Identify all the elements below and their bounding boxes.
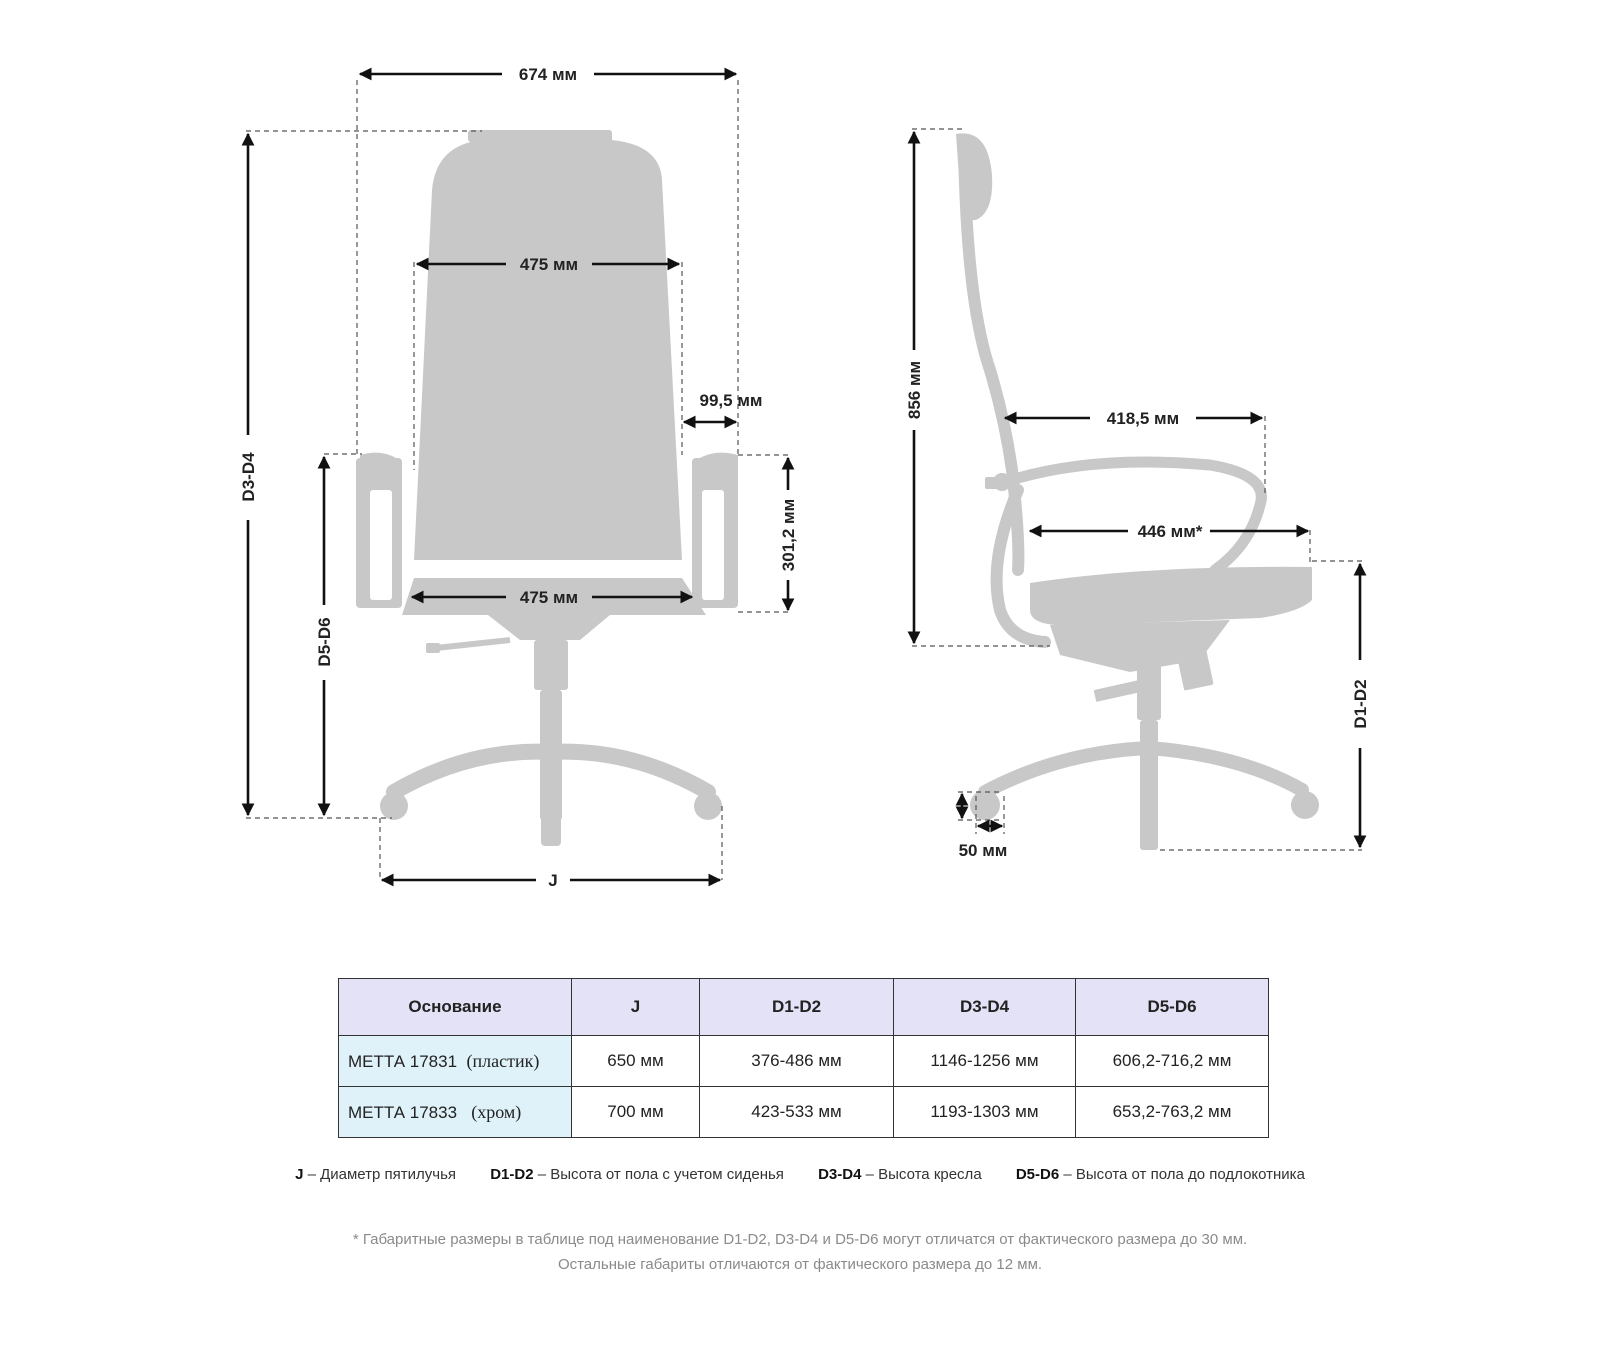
cell-material: (хром) xyxy=(471,1101,522,1122)
label-backrest-width: 475 мм xyxy=(519,255,579,274)
table-row xyxy=(339,1087,1269,1138)
label-j: J xyxy=(548,871,558,890)
label-overall-width: 674 мм xyxy=(518,65,578,84)
dimension-labels xyxy=(239,65,1370,890)
header-base: Основание xyxy=(339,979,572,1036)
cell-material: (пластик) xyxy=(466,1050,540,1071)
legend-item-d3-d4 xyxy=(818,1166,982,1183)
label-back-height: 856 мм xyxy=(905,360,924,420)
spec-table xyxy=(338,978,1269,1138)
legend-text: – Высота от пола до подлокотника xyxy=(1063,1166,1305,1183)
legend-text: – Высота от пола с учетом сиденья xyxy=(537,1166,784,1183)
legend-item-d1-d2 xyxy=(490,1166,784,1183)
legend-text: – Высота кресла xyxy=(865,1166,982,1183)
header-d3-d4: D3-D4 xyxy=(894,979,1076,1036)
label-armrest-width: 99,5 мм xyxy=(699,391,763,410)
cell-model: МЕТТА 17831 xyxy=(348,1051,458,1071)
label-d3-d4: D3-D4 xyxy=(239,452,258,502)
label-armrest-depth: 418,5 мм xyxy=(1106,409,1180,428)
header-d1-d2: D1-D2 xyxy=(700,979,894,1036)
cell-j: 650 мм xyxy=(572,1036,700,1087)
cell-d3-d4: 1146-1256 мм xyxy=(894,1036,1076,1087)
cell-d5-d6: 653,2-763,2 мм xyxy=(1076,1087,1269,1138)
legend xyxy=(0,1166,1600,1183)
legend-key: J xyxy=(295,1166,304,1183)
cell-d1-d2: 376-486 мм xyxy=(700,1036,894,1087)
cell-j: 700 мм xyxy=(572,1087,700,1138)
table-row xyxy=(339,1036,1269,1087)
table-header-row xyxy=(339,979,1269,1036)
cell-model: МЕТТА 17833 xyxy=(348,1102,458,1122)
cell-d5-d6: 606,2-716,2 мм xyxy=(1076,1036,1269,1087)
label-armrest-height: 301,2 мм xyxy=(779,498,798,572)
label-d5-d6: D5-D6 xyxy=(315,617,334,667)
legend-text: – Диаметр пятилучья xyxy=(307,1166,457,1183)
footnote-line-1: * Габаритные размеры в таблице под наименование D1-D2, D3-D4 и D5-D6 могут отличатся от фактического размера до 30 мм. xyxy=(352,1231,1248,1248)
label-d1-d2: D1-D2 xyxy=(1351,679,1370,729)
header-d5-d6: D5-D6 xyxy=(1076,979,1269,1036)
legend-key: D3-D4 xyxy=(818,1166,862,1183)
front-view-chair xyxy=(356,130,738,846)
label-seat-width: 475 мм xyxy=(519,588,579,607)
cell-d1-d2: 423-533 мм xyxy=(700,1087,894,1138)
cell-base xyxy=(339,1087,572,1138)
legend-key: D1-D2 xyxy=(490,1166,534,1183)
cell-base xyxy=(339,1036,572,1087)
legend-item-d5-d6 xyxy=(1016,1166,1305,1183)
legend-key: D5-D6 xyxy=(1015,1166,1060,1183)
label-caster: 50 мм xyxy=(958,841,1008,860)
header-j: J xyxy=(572,979,700,1036)
footnote-line-2: Остальные габариты отличаются от фактического размера до 12 мм. xyxy=(557,1256,1043,1273)
label-seat-depth: 446 мм* xyxy=(1137,522,1203,541)
legend-item-j xyxy=(295,1166,456,1183)
cell-d3-d4: 1193-1303 мм xyxy=(894,1087,1076,1138)
